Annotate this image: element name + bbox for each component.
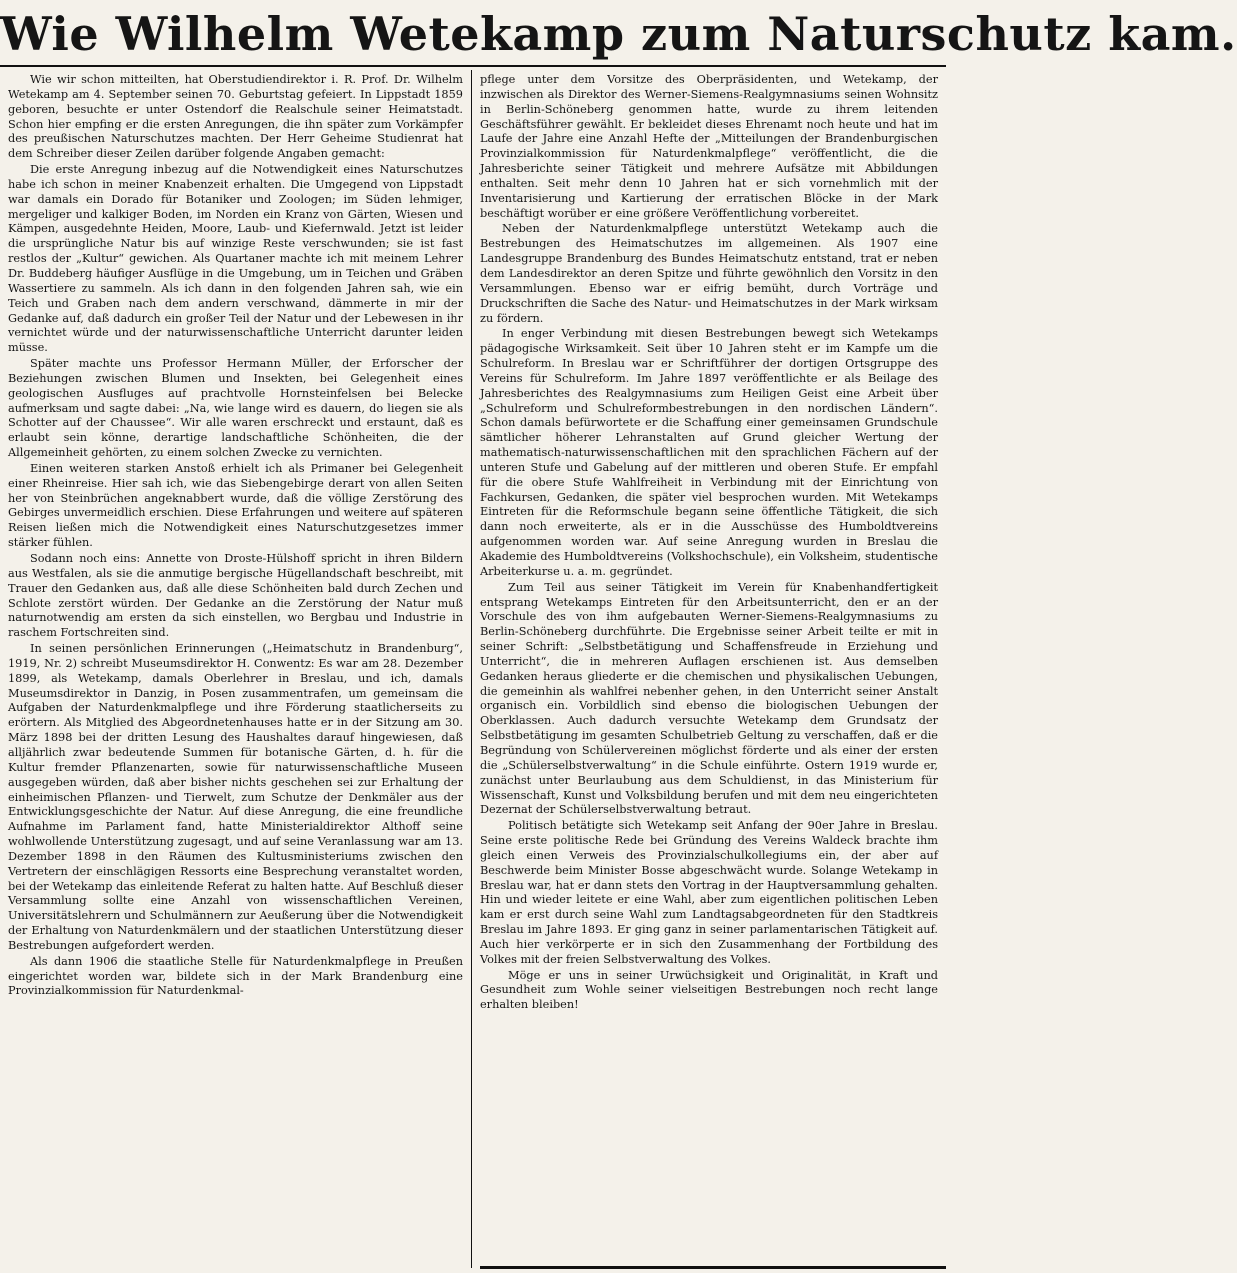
- paragraph: In seinen persönlichen Erinnerungen („Heimatschutz in Brandenburg“, 1919, Nr. 2) schreibt Museumsdirektor H. Conwentz: Es war am 28. Dezember 1899, als Wetekamp, damals Oberlehrer in Breslau, und ich, damals Museumsdirektor in Danzig, in Posen zusammentrafen, um gemeinsam die Aufgaben der Naturdenkmalpflege und ihre Förderung staatlicherseits zu erörtern. Als Mitglied des Abgeordnetenhauses hatte er in der Sitzung am 30. März 1898 bei der dritten Lesung des Haushaltes darauf hingewiesen, daß alljährlich zwar bedeutende Summen für botanische Gärten, d. h. für die Kultur fremder Pflanzenarten, sowie für naturwissenschaftliche Museen ausgegeben würden, daß aber bisher nichts geschehen sei zur Erhaltung der einheimischen Pflanzen- und Tierwelt, zum Schutze der Denkmäler aus der Entwicklungsgeschichte der Natur. Auf diese Anregung, die eine freundliche Aufnahme im Parlament fand, hatte Ministerialdirektor Althoff seine wohlwollende Unterstützung zugesagt, und auf seine Veranlassung war am 13. Dezember 1898 in den Räumen des Kultusministeriums zwischen den Vertretern der einschlägigen Ressorts eine Besprechung veranstaltet worden, bei der Wetekamp das einleitende Referat zu halten hatte. Auf Beschluß dieser Versammlung sollte eine Anzahl von wissenschaftlichen Vereinen, Universitätslehrern und Schulmännern zur Aeußerung über die Notwendigkeit der Erhaltung von Naturdenkmälern und der staatlichen Unterstützung dieser Bestrebungen aufgefordert werden.: [8, 642, 463, 952]
- paragraph: In enger Verbindung mit diesen Bestrebungen bewegt sich Wetekamps pädagogische Wirksamkeit. Seit über 10 Jahren steht er im Kampfe um die Schulreform. In Breslau war er Schriftführer der dortigen Ortsgruppe des Vereins für Schulreform. Im Jahre 1897 veröffentlichte er als Beilage des Jahresberichtes des Realgymnasiums zum Heiligen Geist eine Arbeit über „Schulreform und Schulreformbestrebungen in den nordischen Ländern“. Schon damals befürwortete er die Schaffung einer gemeinsamen Grundschule sämtlicher höherer Lehranstalten auf Grund gleicher Wertung der mathematisch-naturwissenschaftlichen mit den sprachlichen Fächern auf der unteren Stufe und Gabelung auf der mittleren und oberen Stufe. Er empfahl für die obere Stufe Wahlfreiheit in Verbindung mit der Einrichtung von Fachkursen, Gedanken, die später viel besprochen wurden. Mit Wetekamps Eintreten für die Reformschule begann seine öffentliche Tätigkeit, die sich dann noch erweiterte, als er in die Ausschüsse des Humboldtvereins aufgenommen worden war. Auf seine Anregung wurden in Breslau die Akademie des Humboldtvereins (Volkshochschule), ein Volksheim, studentische Arbeiterkurse u. a. m. gegründet.: [480, 327, 938, 578]
- paragraph: Einen weiteren starken Anstoß erhielt ich als Primaner bei Gelegenheit einer Rheinreise. Hier sah ich, wie das Siebengebirge derart von allen Seiten her von Steinbrüchen angeknabbert wurde, daß die völlige Zerstörung des Gebirges unvermeidlich erschien. Diese Erfahrungen und weitere auf späteren Reisen ließen mich die Notwendigkeit eines Naturschutzgesetzes immer stärker fühlen.: [8, 461, 463, 550]
- paragraph: Später machte uns Professor Hermann Müller, der Erforscher der Beziehungen zwischen Blumen und Insekten, bei Gelegenheit eines geologischen Ausfluges auf prachtvolle Hornsteinfelsen bei Belecke aufmerksam und sagte dabei: „Na, wie lange wird es dauern, do liegen sie als Schotter auf der Chaussee“. Wir alle waren erschreckt und erstaunt, daß es erlaubt sein könne, derartige landschaftliche Schönheiten, die der Allgemeinheit gehörten, zu einem solchen Zwecke zu vernichten.: [8, 357, 463, 460]
- paragraph: pflege unter dem Vorsitze des Oberpräsidenten, und Wetekamp, der inzwischen als Direktor des Werner-Siemens-Realgymnasiums seinen Wohnsitz in Berlin-Schöneberg genommen hatte, wurde zu ihrem leitenden Geschäftsführer gewählt. Er bekleidet dieses Ehrenamt noch heute und hat im Laufe der Jahre eine Anzahl Hefte der „Mitteilungen der Brandenburgischen Provinzialkommission für Naturdenkmalpflege“ veröffentlicht, die die Jahresberichte seiner Tätigkeit und mehrere Aufsätze mit Abbildungen enthalten. Seit mehr denn 10 Jahren hat er sich vornehmlich mit der Inventarisierung und Kartierung der erratischen Blöcke in der Mark beschäftigt worüber er eine größere Veröffentlichung vorbereitet.: [480, 73, 938, 220]
- article-title: Wie Wilhelm Wetekamp zum Naturschutz kam.: [0, 7, 1237, 61]
- paragraph: Wie wir schon mitteilten, hat Oberstudiendirektor i. R. Prof. Dr. Wilhelm Wetekamp am 4. September seinen 70. Geburtstag gefeiert. In Lippstadt 1859 geboren, besuchte er unter Ostendorf die Realschule seiner Heimatstadt. Schon hier empfing er die ersten Anregungen, die ihn später zum Vorkämpfer des preußischen Naturschutzes machten. Der Herr Geheime Studienrat hat dem Schreiber dieser Zeilen darüber folgende Angaben gemacht:: [8, 73, 463, 161]
- paragraph: Neben der Naturdenkmalpflege unterstützt Wetekamp auch die Bestrebungen des Heimatschutzes im allgemeinen. Als 1907 eine Landesgruppe Brandenburg des Bundes Heimatschutz entstand, trat er neben dem Landesdirektor an deren Spitze und führte gewöhnlich den Vorsitz in den Versammlungen. Ebenso war er eifrig bemüht, durch Vorträge und Druckschriften die Sache des Natur- und Heimatschutzes in der Mark wirksam zu fördern.: [480, 222, 938, 325]
- paragraph: Als dann 1906 die staatliche Stelle für Naturdenkmalpflege in Preußen eingerichtet worden war, bildete sich in der Mark Brandenburg eine Provinzialkommission für Naturdenkmal-: [8, 954, 463, 998]
- paragraph: Möge er uns in seiner Urwüchsigkeit und Originalität, in Kraft und Gesundheit zum Wohle seiner vielseitigen Bestrebungen noch recht lange erhalten bleiben!: [480, 968, 938, 1012]
- right-column: [480, 73, 938, 1268]
- paragraph: Zum Teil aus seiner Tätigkeit im Verein für Knabenhandfertigkeit entsprang Wetekamps Eintreten für den Arbeitsunterricht, den er an der Vorschule des von ihm aufgebauten Werner-Siemens-Realgymnasiums zu Berlin-Schöneberg durchführte. Die Ergebnisse seiner Arbeit teilte er mit in seiner Schrift: „Selbstbetätigung und Schaffensfreude in Erziehung und Unterricht“, die in mehreren Auflagen erschienen ist. Aus demselben Gedanken heraus gliederte er die chemischen und physikalischen Uebungen, die gemeinhin als wahlfrei nebenher gehen, in den Unterricht seiner Anstalt organisch ein. Vorbildlich sind ebenso die biologischen Uebungen der Oberklassen. Auch dadurch versuchte Wetekamp dem Grundsatz der Selbstbetätigung im gesamten Schulbetrieb Geltung zu verschaffen, daß er die Begründung von Schülervereinen möglichst förderte und als einer der ersten die „Schülerselbstverwaltung“ in die Schule einführte. Ostern 1919 wurde er, zunächst unter Beurlaubung aus dem Schuldienst, in das Ministerium für Wissenschaft, Kunst und Volksbildung berufen und mit dem neu eingerichteten Dezernat der Schülerselbstverwaltung betraut.: [480, 580, 938, 817]
- left-column: [8, 73, 463, 1268]
- paragraph: Politisch betätigte sich Wetekamp seit Anfang der 90er Jahre in Breslau. Seine erste politische Rede bei Gründung des Vereins Waldeck brachte ihm gleich einen Verweis des Provinzialschulkollegiums ein, der aber auf Beschwerde beim Minister Bosse abgeschwächt wurde. Solange Wetekamp in Breslau war, hat er dann stets den Vortrag in der Hauptversammlung gehalten. Hin und wieder leitete er eine Wahl, aber zum eigentlichen politischen Leben kam er erst durch seine Wahl zum Landtagsabgeordneten für den Stadtkreis Breslau im Jahre 1893. Er ging ganz in seiner parlamentarischen Tätigkeit auf. Auch hier verkörperte er in sich den Zusammenhang der Fortbildung des Volkes mit der freien Selbstverwaltung des Volkes.: [480, 819, 938, 966]
- paragraph: Die erste Anregung inbezug auf die Notwendigkeit eines Naturschutzes habe ich schon in meiner Knabenzeit erhalten. Die Umgegend von Lippstadt war damals ein Dorado für Botaniker und Zoologen; im Süden lehmiger, mergeliger und kalkiger Boden, im Norden ein Kranz von Gärten, Wiesen und Kämpen, ausgedehnte Heiden, Moore, Laub- und Kiefernwald. Jetzt ist leider die ursprüngliche Natur bis auf winzige Reste verschwunden; sie ist fast restlos der „Kultur“ gewichen. Als Quartaner machte ich mit meinem Lehrer Dr. Buddeberg häufiger Ausflüge in die Umgebung, um in Teichen und Gräben Wassertiere zu sammeln. Als ich dann in den folgenden Jahren sah, wie ein Teich und Graben nach dem andern verschwand, dämmerte in mir der Gedanke auf, daß dadurch ein großer Teil der Natur und der Lebewesen in ihr vernichtet würde und der naturwissenschaftliche Unterricht darunter leiden müsse.: [8, 163, 463, 355]
- column-divider: [471, 70, 472, 1268]
- top-rule: [0, 65, 946, 67]
- paragraph: Sodann noch eins: Annette von Droste-Hülshoff spricht in ihren Bildern aus Westfalen, als sie die anmutige bergische Hügellandschaft beschreibt, mit Trauer den Gedanken aus, daß alle diese Schönheiten bald durch Zechen und Schlote zerstört würden. Der Gedanke an die Zerstörung der Natur muß naturnotwendig am ersten da sich einstellen, wo Bergbau und Industrie in raschem Fortschreiten sind.: [8, 552, 463, 640]
